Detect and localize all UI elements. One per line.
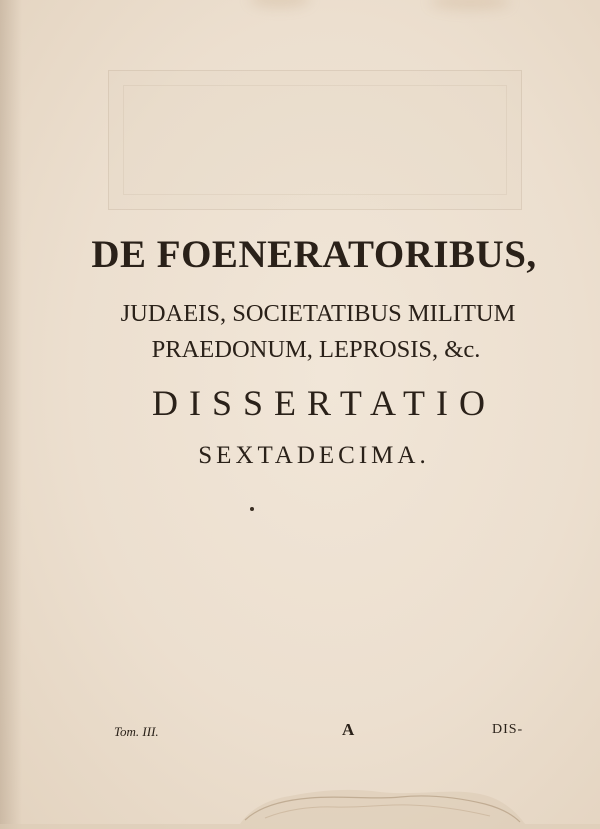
torn-paper-edge bbox=[0, 780, 600, 829]
signature-mark: A bbox=[342, 720, 355, 739]
title-line-3: PRAEDONUM, LEPROSIS, &c. bbox=[151, 336, 481, 363]
catchword: DIS- bbox=[492, 722, 524, 737]
paper-stain bbox=[250, 0, 310, 8]
title-dissertatio: DISSERTATIO bbox=[152, 383, 496, 423]
volume-mark: Tom. III. bbox=[114, 724, 159, 739]
title-line-1: DE FOENERATORIBUS, bbox=[91, 233, 537, 276]
title-line-2: JUDAEIS, SOCIETATIBUS MILITUM bbox=[120, 300, 516, 327]
title-sextadecima: SEXTADECIMA. bbox=[198, 442, 430, 469]
paper-stain bbox=[430, 0, 510, 10]
show-through-plate bbox=[108, 70, 522, 210]
ornament-dot bbox=[250, 507, 254, 511]
